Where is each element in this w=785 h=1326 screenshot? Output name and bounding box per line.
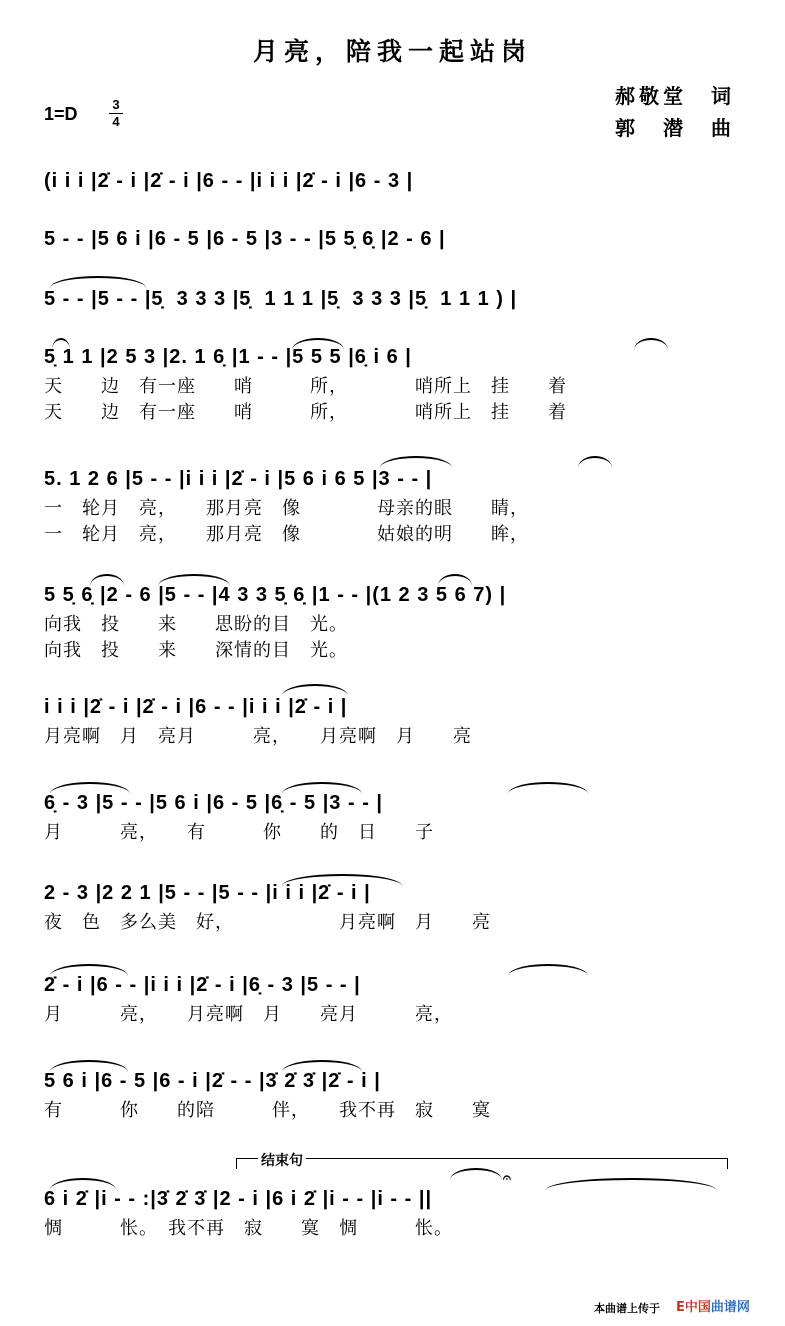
logo-e-icon: E	[676, 1300, 685, 1315]
lyric-verse-2: 天 边 有一座 哨 所， 哨所上 挂 着	[44, 402, 567, 423]
ending-label: 结束句	[258, 1150, 306, 1170]
slur-mark	[438, 574, 472, 586]
slur-mark	[50, 1060, 128, 1072]
slur-mark	[282, 782, 362, 794]
notation-line: (i i i |2̇ - i |2̇ - i |6 - - |i i i |2̇ - i |6 - 3 |	[44, 170, 414, 192]
staff-line-11	[44, 1064, 744, 1124]
lyric-verse-1: 惆 怅。 我不再 寂 寞 惆 怅。	[44, 1218, 453, 1239]
staff-line-12	[44, 1182, 744, 1242]
staff-line-5	[44, 462, 744, 548]
slur-mark	[90, 574, 124, 586]
lyric-verse-1: 向我 投 来 思盼的目 光。	[44, 614, 348, 635]
notation-line: i i i |2̇ - i |2̇ - i |6 - - |i i i |2̇ - i |	[44, 696, 348, 718]
slur-mark	[50, 276, 146, 288]
slur-mark	[50, 1178, 116, 1190]
logo-text-qu: 曲谱网	[710, 1300, 750, 1315]
slur-mark	[282, 1060, 362, 1072]
slur-mark	[508, 782, 588, 794]
notation-line: 5 - - |5 - - |5̣ 3 3 3 |5̣ 1 1 1 |5̣ 3 3 3 |5̣ 1 1 1 ) |	[44, 288, 518, 310]
time-signature-top: 3	[112, 97, 120, 112]
slur-mark	[508, 964, 588, 976]
time-signature	[109, 98, 123, 129]
notation-line: 6̣ - 3 |5 - - |5 6 i |6 - 5 |6̣ - 5 |3 - - |	[44, 792, 384, 814]
lyric-verse-2: 向我 投 来 深情的目 光。	[44, 640, 348, 661]
lyric-verse-1: 月亮啊 月 亮月 亮， 月亮啊 月 亮	[44, 726, 472, 747]
lyric-verse-1: 一 轮月 亮， 那月亮 像 母亲的眼 睛，	[44, 498, 529, 519]
notation-line: 2 - 3 |2 2 1 |5 - - |5 - - |i i i |2̇ - i |	[44, 882, 371, 904]
staff-line-7	[44, 690, 744, 750]
notation-line: 2̇ - i |6 - - |i i i |2̇ - i |6̣ - 3 |5 - - |	[44, 974, 361, 996]
notation-line: 5 5̣ 6̣ |2 - 6 |5 - - |4 3 3 5̣ 6̣ |1 - - |(1 2 3 5 6 7) |	[44, 584, 507, 606]
footer-upload-text: 本曲谱上传于	[594, 1302, 660, 1315]
slur-mark	[380, 456, 452, 468]
notation-line: 5̣ 1 1 |2 5 3 |2. 1 6̣ |1 - - |5 5 5 |6̣ i 6 |	[44, 346, 412, 368]
lyric-verse-1: 夜 色 多么美 好， 月亮啊 月 亮	[44, 912, 491, 933]
staff-line-6	[44, 578, 744, 664]
notation-line: 5 - - |5 6 i |6 - 5 |6 - 5 |3 - - |5 5̣ 6̣ |2 - 6 |	[44, 228, 446, 250]
ending-bracket	[236, 1158, 728, 1169]
staff-line-10	[44, 968, 744, 1028]
notation-line: 5 6 i |6 - 5 |6 - i |2̇ - - |3̇ 2̇ 3̇ |2̇ - i |	[44, 1070, 381, 1092]
lyricist-credit: 郝敬堂 词	[615, 84, 735, 108]
notation-line: 5. 1 2 6 |5 - - |i i i |2̇ - i |5 6 i 6 5 |3 - - |	[44, 468, 433, 490]
site-logo	[676, 1296, 750, 1315]
slur-mark	[50, 782, 130, 794]
staff-line-3	[44, 282, 744, 316]
notation-line: 6 i 2̇ |i - - :|3̇ 2̇ 3̇ |2 - i |6 i 2̇ |i - - |i - - ||	[44, 1188, 433, 1210]
lyric-verse-1: 天 边 有一座 哨 所， 哨所上 挂 着	[44, 376, 567, 397]
staff-line-2	[44, 222, 744, 256]
song-title: 月亮，陪我一起站岗	[252, 37, 532, 66]
lyric-verse-1: 月 亮， 月亮啊 月 亮月 亮，	[44, 1004, 453, 1025]
staff-line-1	[44, 164, 744, 198]
slur-mark	[50, 964, 128, 976]
slur-mark	[158, 574, 230, 586]
time-signature-bottom: 4	[112, 114, 120, 129]
staff-line-4	[44, 340, 744, 426]
slur-mark	[450, 1168, 502, 1180]
lyric-verse-1: 月 亮， 有 你 的 日 子	[44, 822, 434, 843]
slur-mark	[282, 684, 348, 696]
staff-line-8	[44, 786, 744, 846]
lyric-verse-1: 有 你 的陪 伴， 我不再 寂 寞	[44, 1100, 491, 1121]
slur-mark	[546, 1178, 716, 1190]
composer-credit: 郭 潜 曲	[615, 116, 735, 140]
slur-mark	[578, 456, 612, 468]
key-signature: 1=D	[44, 104, 78, 124]
lyric-verse-2: 一 轮月 亮， 那月亮 像 姑娘的明 眸，	[44, 524, 529, 545]
logo-text-cn: 中国	[684, 1300, 711, 1315]
fermata-icon: 𝄐	[503, 1170, 511, 1186]
